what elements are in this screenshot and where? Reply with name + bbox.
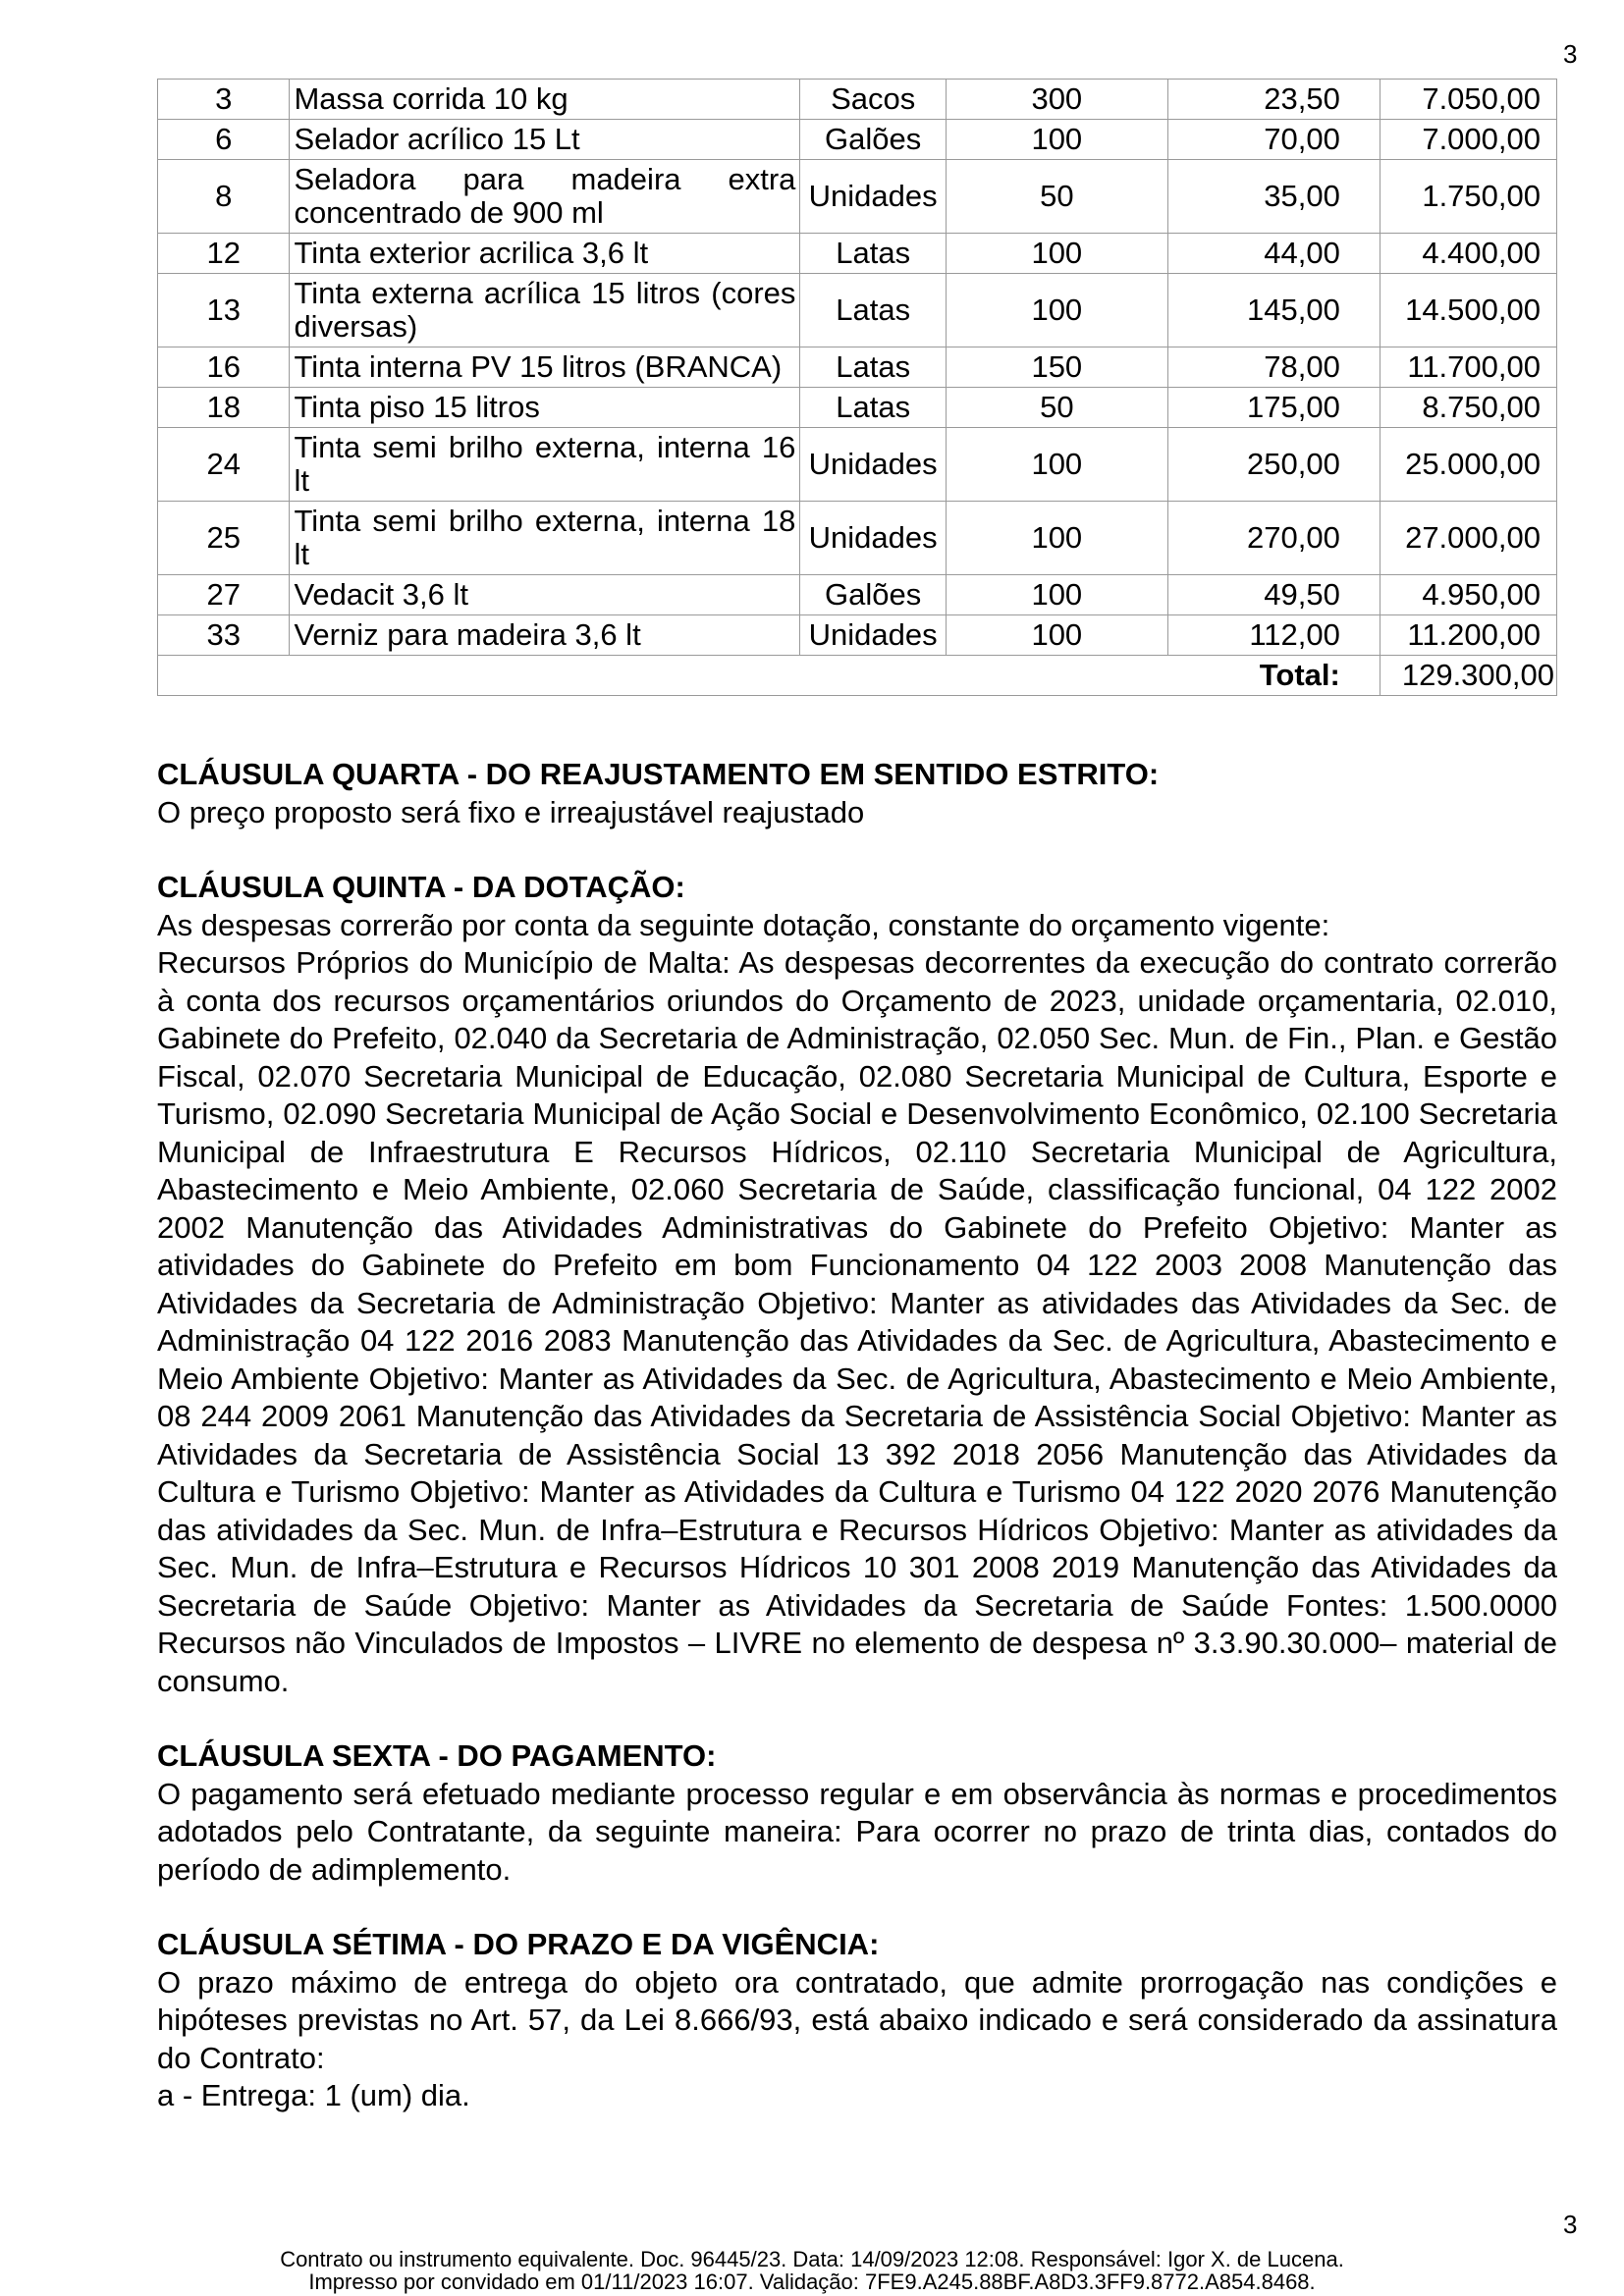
item-number: 18	[158, 388, 290, 428]
item-quantity: 150	[946, 347, 1167, 388]
clause-setima	[157, 1926, 1557, 2115]
item-number: 8	[158, 160, 290, 234]
table-total-row	[158, 656, 1557, 696]
item-total: 11.700,00	[1380, 347, 1556, 388]
clause-quarta	[157, 756, 1557, 831]
page-number-top: 3	[1563, 39, 1578, 69]
table-row	[158, 615, 1557, 656]
table-row	[158, 274, 1557, 347]
item-description: Seladora para madeira extra concentrado de 900 ml	[290, 160, 800, 234]
item-unit-price: 250,00	[1167, 428, 1380, 502]
table-row	[158, 428, 1557, 502]
item-description: Tinta piso 15 litros	[290, 388, 800, 428]
total-value: 129.300,00	[1380, 656, 1556, 696]
item-quantity: 300	[946, 80, 1167, 120]
item-unit: Unidades	[800, 502, 947, 575]
item-quantity: 100	[946, 575, 1167, 615]
item-description: Selador acrílico 15 Lt	[290, 120, 800, 160]
clause-quinta-intro: As despesas correrão por conta da seguinte dotação, constante do orçamento vigente:	[157, 907, 1330, 942]
item-quantity: 100	[946, 234, 1167, 274]
item-description: Tinta exterior acrilica 3,6 lt	[290, 234, 800, 274]
item-unit: Galões	[800, 575, 947, 615]
item-unit: Latas	[800, 388, 947, 428]
item-unit: Latas	[800, 347, 947, 388]
item-unit-price: 78,00	[1167, 347, 1380, 388]
clause-setima-title: CLÁUSULA SÉTIMA - DO PRAZO E DA VIGÊNCIA:	[157, 1927, 880, 1961]
item-number: 25	[158, 502, 290, 575]
item-unit-price: 49,50	[1167, 575, 1380, 615]
item-unit: Latas	[800, 234, 947, 274]
item-number: 33	[158, 615, 290, 656]
item-description: Massa corrida 10 kg	[290, 80, 800, 120]
item-unit-price: 175,00	[1167, 388, 1380, 428]
item-unit-price: 23,50	[1167, 80, 1380, 120]
footer-line-1: Contrato ou instrumento equivalente. Doc. 96445/23. Data: 14/09/2023 12:08. Responsável: Igor X. de Lucena.	[280, 2247, 1344, 2271]
item-unit-price: 112,00	[1167, 615, 1380, 656]
item-total: 8.750,00	[1380, 388, 1556, 428]
table-row	[158, 575, 1557, 615]
item-number: 24	[158, 428, 290, 502]
item-unit: Unidades	[800, 160, 947, 234]
total-label: Total:	[1167, 656, 1380, 696]
table-row	[158, 120, 1557, 160]
item-description: Vedacit 3,6 lt	[290, 575, 800, 615]
clause-setima-item-a: a - Entrega: 1 (um) dia.	[157, 2078, 470, 2112]
item-unit: Galões	[800, 120, 947, 160]
clause-quarta-text: O preço proposto será fixo e irreajustável reajustado	[157, 794, 865, 829]
item-unit: Sacos	[800, 80, 947, 120]
item-description: Tinta semi brilho externa, interna 16 lt	[290, 428, 800, 502]
item-description: Tinta interna PV 15 litros (BRANCA)	[290, 347, 800, 388]
table-row	[158, 388, 1557, 428]
item-total: 4.950,00	[1380, 575, 1556, 615]
item-quantity: 100	[946, 615, 1167, 656]
document-footer	[0, 2248, 1624, 2293]
clause-quinta	[157, 869, 1557, 1700]
item-unit-price: 70,00	[1167, 120, 1380, 160]
table-row	[158, 80, 1557, 120]
clause-quarta-title: CLÁUSULA QUARTA - DO REAJUSTAMENTO EM SENTIDO ESTRITO:	[157, 757, 1160, 791]
item-total: 27.000,00	[1380, 502, 1556, 575]
contract-clauses	[157, 756, 1557, 2153]
table-row	[158, 502, 1557, 575]
item-description: Verniz para madeira 3,6 lt	[290, 615, 800, 656]
item-quantity: 100	[946, 274, 1167, 347]
item-number: 13	[158, 274, 290, 347]
table-row	[158, 160, 1557, 234]
item-description: Tinta semi brilho externa, interna 18 lt	[290, 502, 800, 575]
item-quantity: 100	[946, 428, 1167, 502]
item-total: 7.050,00	[1380, 80, 1556, 120]
item-total: 7.000,00	[1380, 120, 1556, 160]
item-total: 11.200,00	[1380, 615, 1556, 656]
clause-sexta-text: O pagamento será efetuado mediante processo regular e em observância às normas e procedimentos adotados pelo Contratante, da seguinte maneira: Para ocorrer no prazo de trinta dias, contados do período de adimplemento.	[157, 1776, 1557, 1887]
item-total: 14.500,00	[1380, 274, 1556, 347]
item-quantity: 50	[946, 160, 1167, 234]
item-number: 3	[158, 80, 290, 120]
item-unit-price: 145,00	[1167, 274, 1380, 347]
total-spacer-cell	[158, 656, 1168, 696]
clause-sexta-title: CLÁUSULA SEXTA - DO PAGAMENTO:	[157, 1738, 717, 1773]
footer-line-2: Impresso por convidado em 01/11/2023 16:07. Validação: 7FE9.A245.88BF.A8D3.3FF9.8772.A854.8468.	[308, 2269, 1316, 2294]
item-unit-price: 35,00	[1167, 160, 1380, 234]
item-number: 12	[158, 234, 290, 274]
item-quantity: 100	[946, 120, 1167, 160]
item-unit: Unidades	[800, 428, 947, 502]
item-unit: Latas	[800, 274, 947, 347]
item-description: Tinta externa acrílica 15 litros (cores diversas)	[290, 274, 800, 347]
items-table-body	[158, 80, 1557, 696]
item-unit: Unidades	[800, 615, 947, 656]
item-unit-price: 44,00	[1167, 234, 1380, 274]
item-quantity: 50	[946, 388, 1167, 428]
item-total: 25.000,00	[1380, 428, 1556, 502]
table-row	[158, 234, 1557, 274]
item-quantity: 100	[946, 502, 1167, 575]
table-row	[158, 347, 1557, 388]
item-total: 1.750,00	[1380, 160, 1556, 234]
page-number-bottom: 3	[1563, 2210, 1578, 2239]
item-number: 27	[158, 575, 290, 615]
clause-quinta-title: CLÁUSULA QUINTA - DA DOTAÇÃO:	[157, 870, 685, 904]
item-unit-price: 270,00	[1167, 502, 1380, 575]
clause-sexta	[157, 1737, 1557, 1889]
item-total: 4.400,00	[1380, 234, 1556, 274]
clause-setima-text: O prazo máximo de entrega do objeto ora contratado, que admite prorrogação nas condições e hipóteses previstas no Art. 57, da Lei 8.666/93, está abaixo indicado e será considerado da assinatura do Contrato:	[157, 1964, 1557, 2075]
clause-quinta-text: Recursos Próprios do Município de Malta: As despesas decorrentes da execução do contrato correrão à conta dos recursos orçamentários oriundos do Orçamento de 2023, unidade orçamentaria, 02.010, Gabinete do Prefeito, 02.040 da Secretaria de Administração, 02.050 Sec. Mun. de Fin., Plan. e Gestão Fiscal, 02.070 Secretaria Municipal de Educação, 02.080 Secretaria Municipal de Cultura, Esporte e Turismo, 02.090 Secretaria Municipal de Ação Social e Desenvolvimento Econômico, 02.100 Secretaria Municipal de Infraestrutura E Recursos Hídricos, 02.110 Secretaria Municipal de Agricultura, Abastecimento e Meio Ambiente, 02.060 Secretaria de Saúde, classificação funcional, 04 122 2002 2002 Manutenção das Atividades Administrativas do Gabinete do Prefeito Objetivo: Manter as atividades do Gabinete do Prefeito em bom Funcionamento 04 122 2003 2008 Manutenção das Atividades da Secretaria de Administração Objetivo: Manter as atividades das Atividades da Sec. de Administração 04 122 2016 2083 Manutenção das Atividades da Sec. de Agricultura, Abastecimento e Meio Ambiente Objetivo: Manter as Atividades da Sec. de Agricultura, Abastecimento e Meio Ambiente, 08 244 2009 2061 Manutenção das Atividades da Secretaria de Assistência Social Objetivo: Manter as Atividades da Secretaria de Assistência Social 13 392 2018 2056 Manutenção das Atividades da Cultura e Turismo Objetivo: Manter as Atividades da Cultura e Turismo 04 122 2020 2076 Manutenção das atividades da Sec. Mun. de Infra–Estrutura e Recursos Hídricos Objetivo: Manter as atividades da Sec. Mun. de Infra–Estrutura e Recursos Hídricos 10 301 2008 2019 Manutenção das Atividades da Secretaria de Saúde Objetivo: Manter as Atividades da Secretaria de Saúde Fontes: 1.500.0000 Recursos não Vinculados de Impostos – LIVRE no elemento de despesa nº 3.3.90.30.000– material de consumo.	[157, 945, 1557, 1698]
item-number: 16	[158, 347, 290, 388]
item-number: 6	[158, 120, 290, 160]
items-table	[157, 79, 1557, 696]
